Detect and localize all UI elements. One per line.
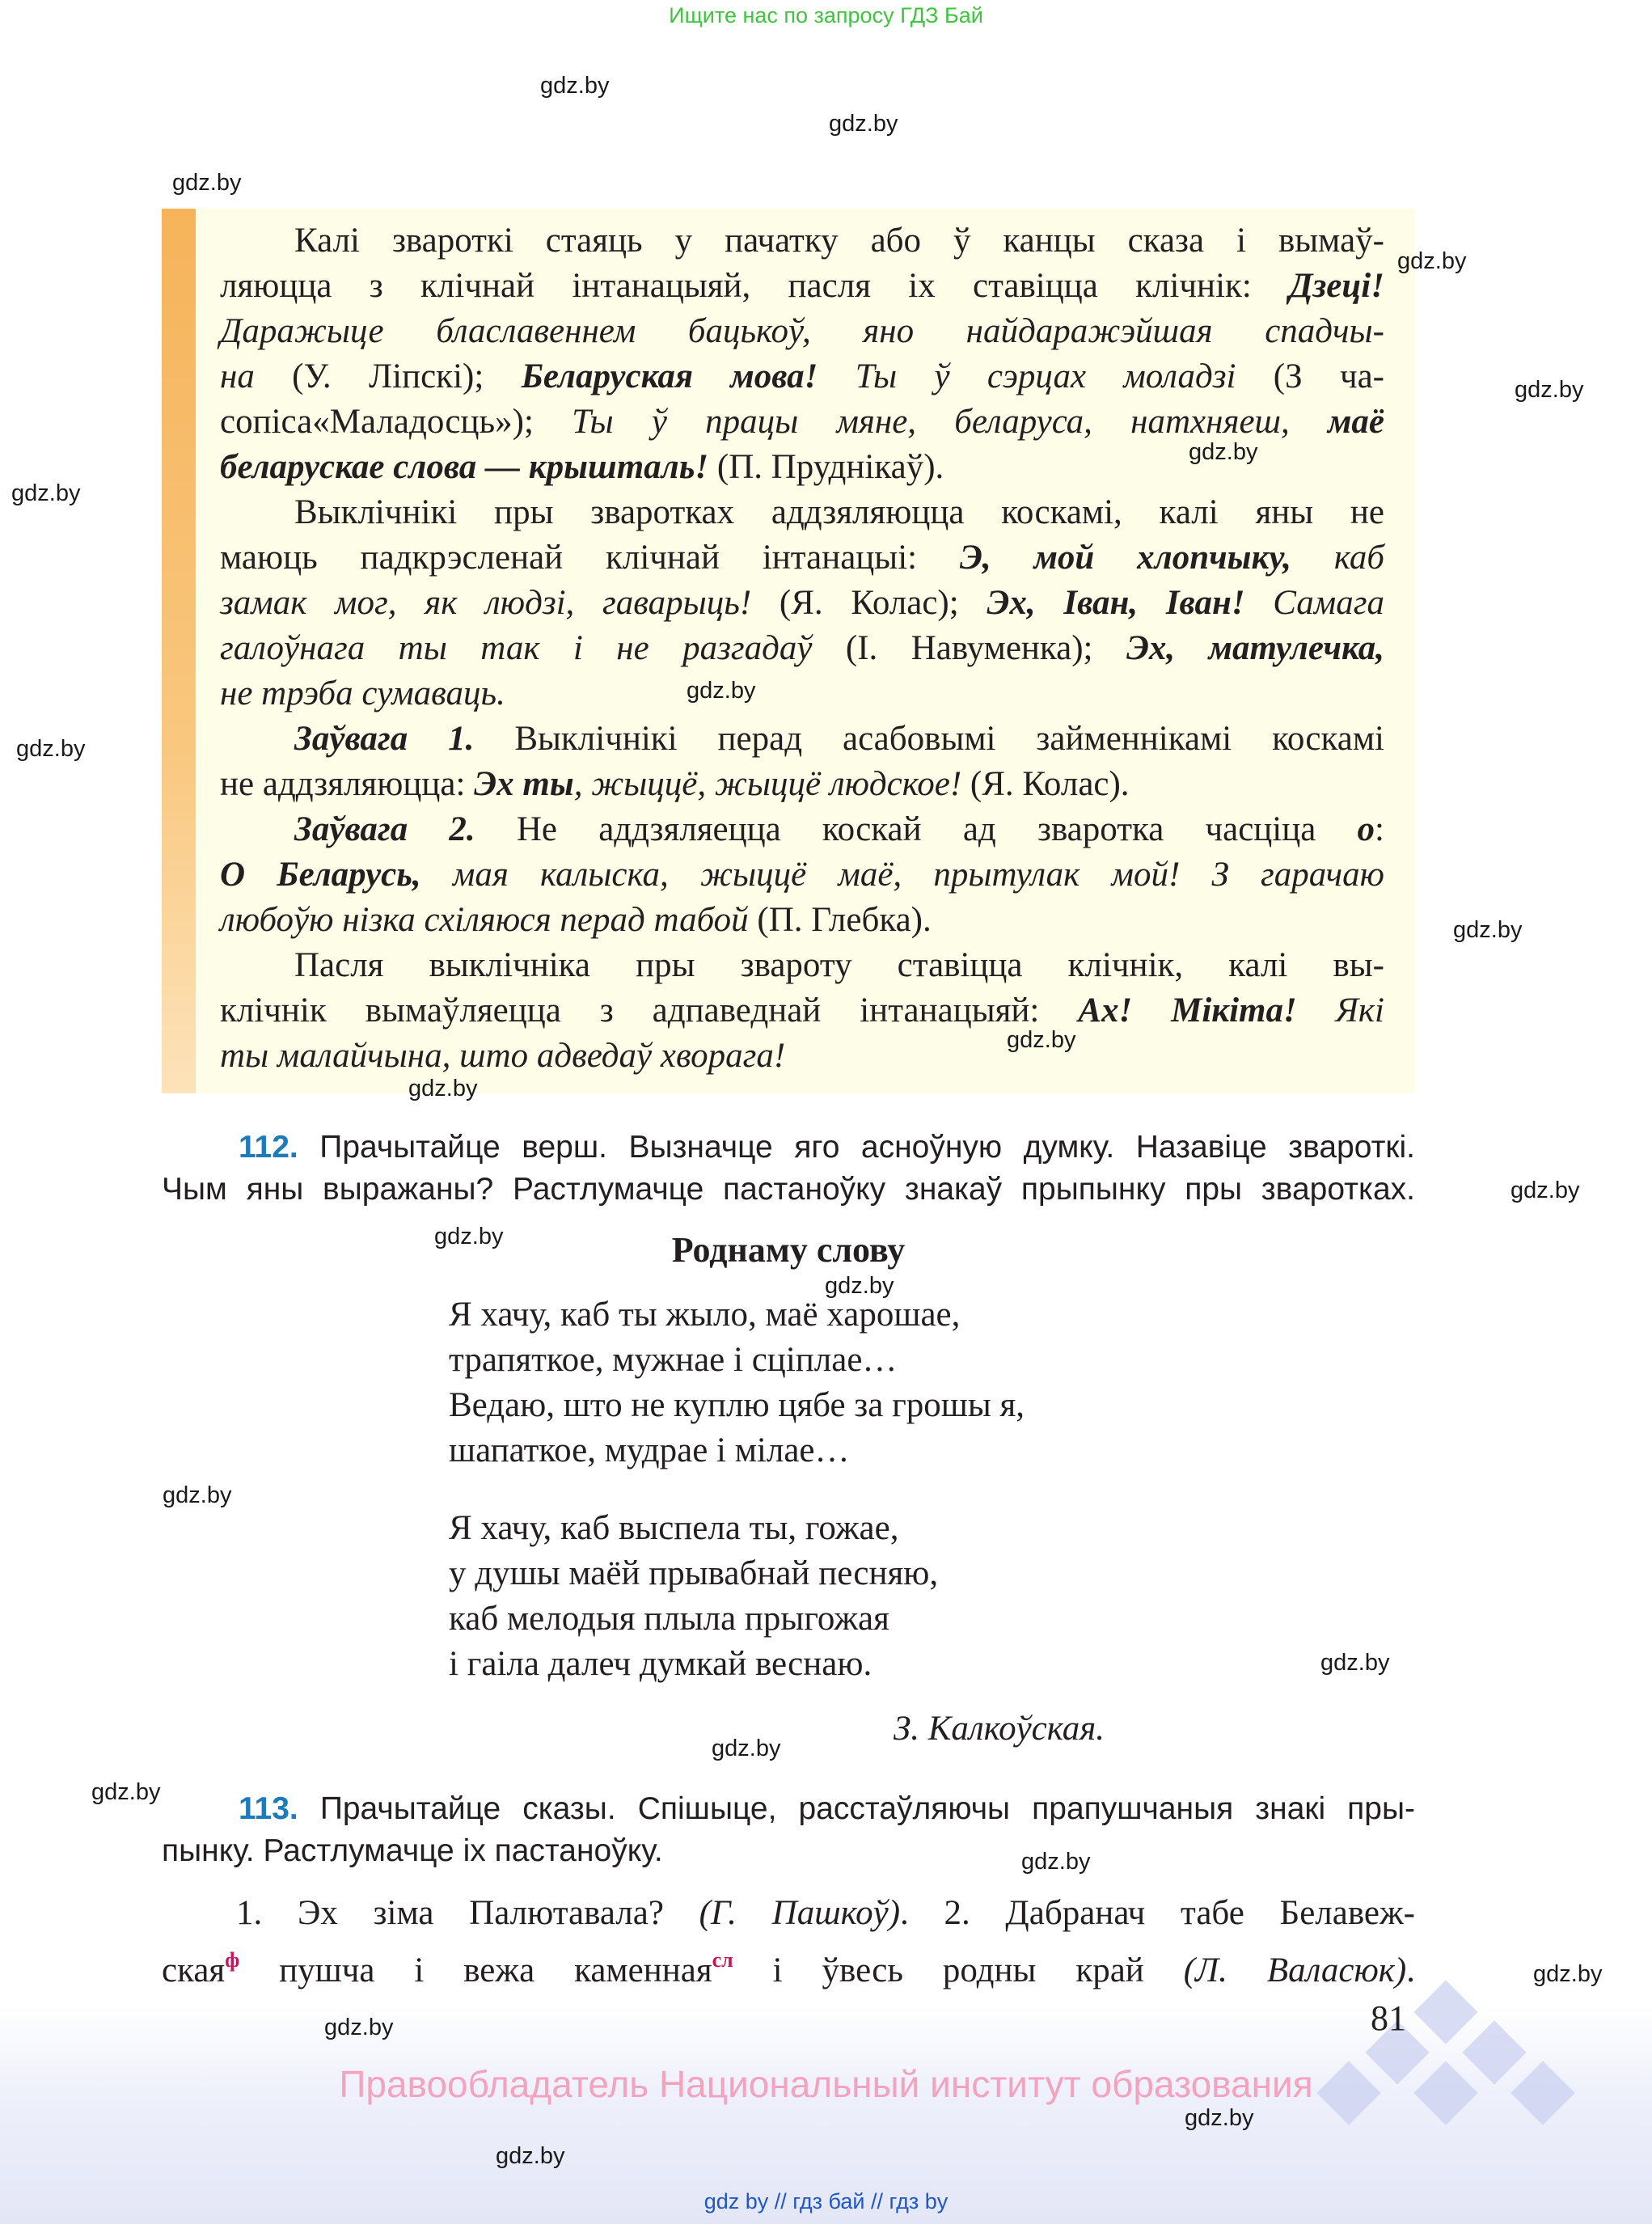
exercise-112-line: Чым яны выражаны? Растлумачце пастаноўку знакаў прыпынку пры зваротках. xyxy=(162,1172,1415,1207)
rule-line: любоўю нізка схіляюся перад табой (П. Глебка). xyxy=(220,901,932,939)
watermark: gdz.by xyxy=(1453,917,1523,943)
rule-line: ты малайчына, што адведаў хворага! xyxy=(220,1037,786,1075)
watermark: gdz.by xyxy=(1510,1178,1580,1203)
watermark: gdz.by xyxy=(1533,1961,1603,1987)
watermark: gdz.by xyxy=(825,1273,894,1299)
watermark: gdz.by xyxy=(16,736,86,762)
poem-line: Я хачу, каб выспела ты, гожае, xyxy=(449,1509,899,1547)
rule-line: беларускае слова — крышталь! (П. Пруднікаў). xyxy=(220,448,944,486)
exercise-number: 112. xyxy=(239,1130,298,1165)
bottom-links[interactable]: gdz by // гдз бай // гдз by xyxy=(703,2189,949,2213)
rule-line: не трэба сумаваць. xyxy=(220,674,505,712)
rule-line: ляюцца з клічнай інтанацыяй, пасля іх ставіцца клічнік: Дзеці! xyxy=(220,267,1384,305)
rule-line: сопіса«Маладосць»); Ты ў працы мяне, беларуса, натхняеш, маё xyxy=(220,403,1385,441)
rule-line: на (У. Ліпскі); Беларуская мова! Ты ў сэрцах моладзі (З ча- xyxy=(220,357,1384,395)
watermark: gdz.by xyxy=(324,2015,394,2040)
watermark: gdz.by xyxy=(408,1076,478,1101)
rule-note-2: Заўвага 2. Не аддзяляецца коскай ад зваротка часціца о: xyxy=(294,810,1384,848)
poem-line: Я хачу, каб ты жыло, маё харошае, xyxy=(449,1296,961,1334)
poem-line: і гаіла далеч думкай веснаю. xyxy=(449,1645,872,1683)
rule-accent-bar xyxy=(162,209,196,1093)
watermark: gdz.by xyxy=(829,111,898,137)
top-banner[interactable]: Ищите нас по запросу ГДЗ Бай xyxy=(669,3,983,27)
poem-line: шапаткое, мудрае і мілае… xyxy=(449,1431,850,1469)
exercise-113-line: пынку. Растлумачце іх пастаноўку. xyxy=(162,1833,663,1868)
page-number: 81 xyxy=(1371,1998,1406,2038)
watermark: gdz.by xyxy=(712,1736,781,1761)
rule-line: О Беларусь, мая калыска, жыццё маё, прытулак мой! З гарачаю xyxy=(220,856,1384,894)
watermark: gdz.by xyxy=(1397,248,1467,274)
rule-note-1: Заўвага 1. Выклічнікі перад асабовымі займеннікамі коскамі xyxy=(294,720,1384,758)
poem-title: Роднаму слову xyxy=(671,1230,906,1270)
watermark: gdz.by xyxy=(540,73,610,99)
rule-line: клічнік вымаўляецца з адпаведнай інтанацыяй: Ах! Мікіта! Які xyxy=(220,991,1384,1030)
watermark: gdz.by xyxy=(1007,1027,1076,1053)
watermark: gdz.by xyxy=(1320,1650,1390,1676)
rule-line: Калі звароткі стаяць у пачатку або ў канцы сказа і вымаў- xyxy=(294,222,1384,260)
watermark: gdz.by xyxy=(687,678,756,704)
rule-line: не аддзяляюцца: Эх ты, жыццё, жыццё людское! (Я. Колас). xyxy=(220,765,1130,803)
rights-holder: Правообладатель Национальный институт образования xyxy=(339,2063,1313,2105)
superscript-mark: ф xyxy=(225,1948,240,1972)
rule-line: маюць падкрэсленай клічнай інтанацыі: Э, мой хлопчыку, каб xyxy=(220,539,1384,577)
poem-line: трапяткое, мужнае і сціплае… xyxy=(449,1341,898,1379)
watermark: gdz.by xyxy=(1515,377,1584,403)
rule-line: галоўнага ты так і не разгадаў (І. Навуменка); Эх, матулечка, xyxy=(220,629,1384,667)
superscript-mark: сл xyxy=(712,1948,733,1972)
watermark: gdz.by xyxy=(1185,2105,1254,2131)
poem-line: Ведаю, што не куплю цябе за грошы я, xyxy=(449,1386,1025,1424)
exercise-113-sentence: ская$^ф$ пушча і вежа каменная$^{сл}$ і ўвесь родны край (Л. Валасюк). xyxy=(162,1948,1415,1989)
rule-line: замак мог, як людзі, гаварыць! (Я. Колас); Эх, Іван, Іван! Самага xyxy=(220,584,1384,622)
rule-line: Пасля выклічніка пры звароту ставіцца клічнік, калі вы- xyxy=(294,946,1384,984)
watermark: gdz.by xyxy=(91,1779,161,1805)
exercise-number: 113. xyxy=(239,1791,298,1826)
watermark: gdz.by xyxy=(163,1482,232,1508)
poem-line: у душы маёй прывабнай песняю, xyxy=(449,1554,939,1592)
watermark: gdz.by xyxy=(434,1224,504,1249)
poem-author: З. Калкоўская. xyxy=(894,1710,1105,1748)
exercise-113-line: 113. Прачытайце сказы. Спішыце, расстаўляючы прапушчаныя знакі пры- xyxy=(239,1791,1415,1826)
rule-line: Выклічнікі пры зваротках аддзяляюцца коскамі, калі яны не xyxy=(294,493,1384,531)
rule-line: Даражыце блаславеннем бацькоў, яно найдаражэйшая спадчы- xyxy=(220,312,1384,350)
watermark: gdz.by xyxy=(1189,439,1258,465)
exercise-113-sentence: 1. Эх зіма Палютавала? (Г. Пашкоў). 2. Дабранач табе Белавеж- xyxy=(236,1894,1415,1932)
poem-line: каб мелодыя плыла прыгожая xyxy=(449,1600,889,1638)
watermark: gdz.by xyxy=(1021,1849,1091,1875)
watermark: gdz.by xyxy=(11,480,81,506)
watermark: gdz.by xyxy=(172,170,242,196)
exercise-112-line: 112. Прачытайце верш. Вызначце яго асноўную думку. Назавіце звароткі. xyxy=(239,1130,1415,1165)
watermark: gdz.by xyxy=(496,2143,565,2169)
